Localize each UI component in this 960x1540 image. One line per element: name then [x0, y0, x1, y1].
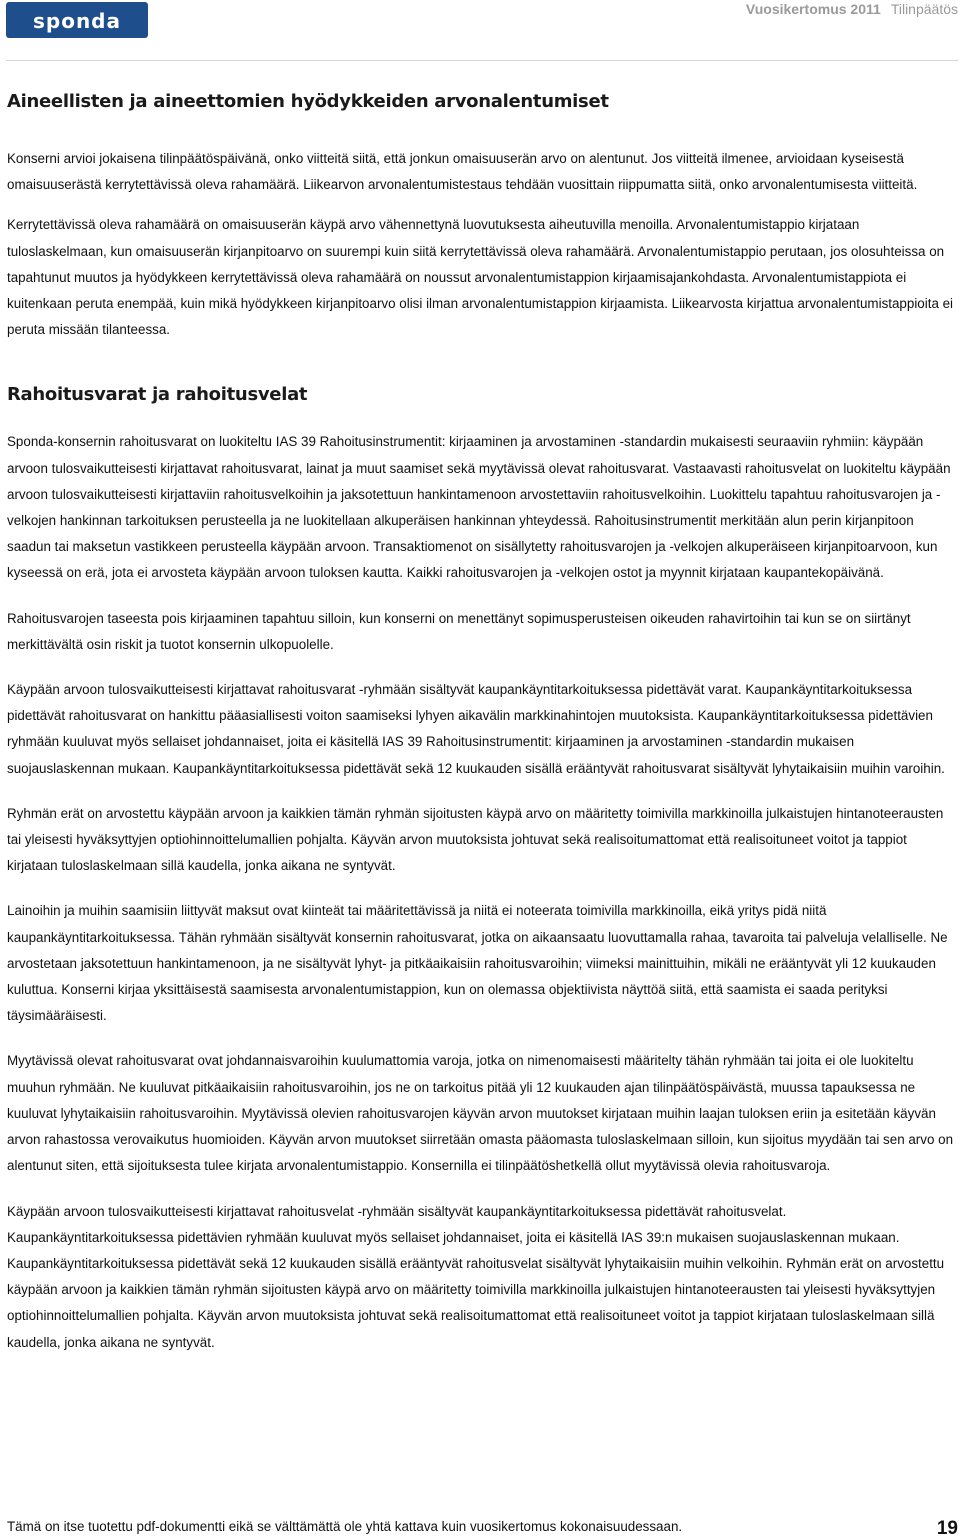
paragraph: Sponda-konsernin rahoitusvarat on luokiteltu IAS 39 Rahoitusinstrumentit: kirjaaminen ja arvostaminen -standardin mukaisesti seuraaviin ryhmiin: käypään arvoon tulosvaikutteisesti kirjattavat rahoitusvarat, lainat ja muut saamiset sekä myytävissä olevat rahoitusvarat. Vastaavasti rahoitusvelat on luokiteltu käypään arvoon tulosvaikutteisesti kirjattaviin rahoitusvelkoihin ja jaksotettuun hankintamenoon arvostettaviin rahoitusvelkoihin. Luokittelu tapahtuu rahoitusvarojen ja -velkojen hankinnan tarkoituksen perusteella ja ne luokitellaan alkuperäisen hankinnan yhteydessä. Rahoitusinstrumentit merkitään alun perin kirjanpitoon saadun tai maksetun vastikkeen perusteella käypään arvoon. Transaktiomenot on sisällytetty rahoitusvarojen ja -velkojen alkuperäiseen kirjanpitoarvoon, kun kyseessä on erä, jota ei arvosteta käypään arvoon tuloksen kautta. Kaikki rahoitusvarojen ja -velkojen ostot ja myynnit kirjataan kaupantekopäivänä. — [7, 434, 951, 581]
page-number: 19 — [936, 1518, 958, 1539]
header-divider — [6, 60, 958, 61]
paragraph: Käypään arvoon tulosvaikutteisesti kirjattavat rahoitusvelat -ryhmään sisältyvät kaupankäyntitarkoituksessa pidettävät rahoitusvelat. Kaupankäyntitarkoituksessa pidettävien ryhmään kuuluvat myös sellaiset johdannaiset, joita ei käsitellä IAS 39:n mukaisen suojauslaskennan mukaan. Kaupankäyntitarkoituksessa pidettävät sekä 12 kuukauden sisällä erääntyvät rahoitusvelat sisältyvät lyhytaikaisiin muihin velkoihin. Ryhmän erät on arvostettu käypään arvoon ja kaikkien tämän ryhmän sijoitusten käypä arvo on määritetty toimivilla markkinoilla julkaistujen hintanoteerausten tai yleisesti hyväksyttyjen optiohinnoittelumallien pohjalta. Käyvän arvon muutoksista johtuvat sekä realisoitumattomat että realisoituneet voitot ja tappiot kirjataan tuloslaskelmaan sillä kaudella, jonka aikana ne syntyvät. — [7, 1203, 945, 1350]
section-heading-financial-assets: Rahoitusvarat ja rahoitusvelat — [7, 384, 308, 406]
paragraph: Kerrytettävissä oleva rahamäärä on omaisuuserän käypä arvo vähennettynä luovutuksesta aiheutuvilla menoilla. Arvonalentumistappio kirjataan tuloslaskelmaan, kun omaisuuserän kirjanpitoarvo on suurempi kuin siitä kerrytettävissä oleva rahamäärä. Arvonalentumistappio perutaan, jos olosuhteissa on tapahtunut muutos ja hyödykkeen kerrytettävissä oleva rahamäärä on noussut arvonalentumistappion kirjaamisajankohdasta. Arvonalentumistappiota ei kuitenkaan peruta enempää, kuin mikä hyödykkeen kirjanpitoarvo olisi ilman arvonalentumistappion kirjaamista. Liikearvosta kirjattua arvonalentumistappioita ei peruta missään tilanteessa. — [7, 217, 954, 338]
logo-text: sponda — [32, 9, 121, 33]
sponda-logo — [6, 2, 148, 38]
header-titles — [746, 0, 958, 18]
report-title: Vuosikertomus 2011 — [745, 1, 881, 17]
paragraph: Lainoihin ja muihin saamisiin liittyvät maksut ovat kiinteät tai määritettävissä ja niitä ei noteerata toimivilla markkinoilla, eikä yritys pidä niitä kaupankäyntitarkoituksessa. Tähän ryhmään sisältyvät konsernin rahoitusvarat, jotka on aikaansaatu luovuttamalla rahaa, tavaroita tai palveluja velalliselle. Ne arvostetaan jaksotettuun hankintamenoon, ja ne sisältyvät lyhyt- ja pitkäaikaisiin rahoitusvaroihin; viimeksi mainittuihin, mikäli ne erääntyvät yli 12 kuukauden kuluttua. Konserni kirjaa yksittäisestä saamisesta arvonalentumistappion, kun on olemassa objektiivista näyttöä siitä, että saamista ei saada perityksi täysimääräisesti. — [7, 903, 948, 1024]
section-heading-impairment: Aineellisten ja aineettomien hyödykkeiden arvonalentumiset — [7, 91, 609, 112]
section-title: Tilinpäätös — [890, 1, 958, 17]
paragraph: Käypään arvoon tulosvaikutteisesti kirjattavat rahoitusvarat -ryhmään sisältyvät kaupankäyntitarkoituksessa pidettävät varat. Kaupankäyntitarkoituksessa pidettävät rahoitusvarat on hankittu pääasiallisesti voiton saamiseksi lyhyen aikavälin markkinahintojen muutoksista. Kaupankäyntitarkoituksessa pidettävien ryhmään kuuluvat myös sellaiset johdannaiset, joita ei käsitellä IAS 39 Rahoitusinstrumentit: kirjaaminen ja arvostaminen -standardin mukaisen suojauslaskennan mukaan. Kaupankäyntitarkoituksessa pidettävät sekä 12 kuukauden sisällä erääntyvät rahoitusvarat sisältyvät lyhytaikaisiin muihin varoihin. — [7, 682, 945, 776]
footer-note: Tämä on itse tuotettu pdf-dokumentti eikä se välttämättä ole yhtä kattava kuin vuosikertomus kokonaisuudessaan. — [7, 1519, 683, 1534]
page-content — [7, 88, 955, 1375]
paragraph: Ryhmän erät on arvostettu käypään arvoon ja kaikkien tämän ryhmän sijoitusten käypä arvo on määritetty toimivilla markkinoilla julkaistujen hintanoteerausten tai yleisesti hyväksyttyjen optiohinnoittelumallien pohjalta. Käyvän arvon muutoksista johtuvat sekä realisoitumattomat että realisoituneet voitot ja tappiot kirjataan tuloslaskelmaan sillä kaudella, jonka aikana ne syntyvät. — [7, 805, 944, 874]
paragraph: Konserni arvioi jokaisena tilinpäätöspäivänä, onko viitteitä siitä, että jonkun omaisuuserän arvo on alentunut. Jos viitteitä ilmenee, arvioidaan kyseisestä omaisuuserästä kerrytettävissä oleva rahamäärä. Liikearvon arvonalentumistestaus tehdään vuosittain riippumatta siitä, onko arvonalentumisesta viitteitä. — [7, 151, 918, 193]
paragraph: Myytävissä olevat rahoitusvarat ovat johdannaisvaroihin kuulumattomia varoja, jotka on nimenomaisesti määritelty tähän ryhmään tai joita ei ole luokiteltu muuhun ryhmään. Ne kuuluvat pitkäaikaisiin rahoitusvaroihin, jos ne on tarkoitus pitää yli 12 kuukauden ajan tilinpäätöspäivästä, muussa tapauksessa ne kuuluvat lyhytaikaisiin rahoitusvaroihin. Myytävissä olevien rahoitusvarojen käyvän arvon muutokset kirjataan muihin laajan tuloksen eriin ja esitetään käyvän arvon rahastossa verovaikutus huomioiden. Käyvän arvon muutokset siirretään omasta pääomasta tuloslaskelmaan silloin, kun sijoitus myydään tai sen arvo on alentunut siten, että sijoituksesta tulee kirjata arvonalentumistappio. Konsernilla ei tilinpäätöshetkellä ollut myytävissä olevia rahoitusvaroja. — [7, 1053, 954, 1174]
paragraph: Rahoitusvarojen taseesta pois kirjaaminen tapahtuu silloin, kun konserni on menettänyt sopimusperusteisen oikeuden rahavirtoihin tai kun se on siirtänyt merkittävältä osin riskit ja tuotot konsernin ulkopuolelle. — [7, 610, 911, 652]
